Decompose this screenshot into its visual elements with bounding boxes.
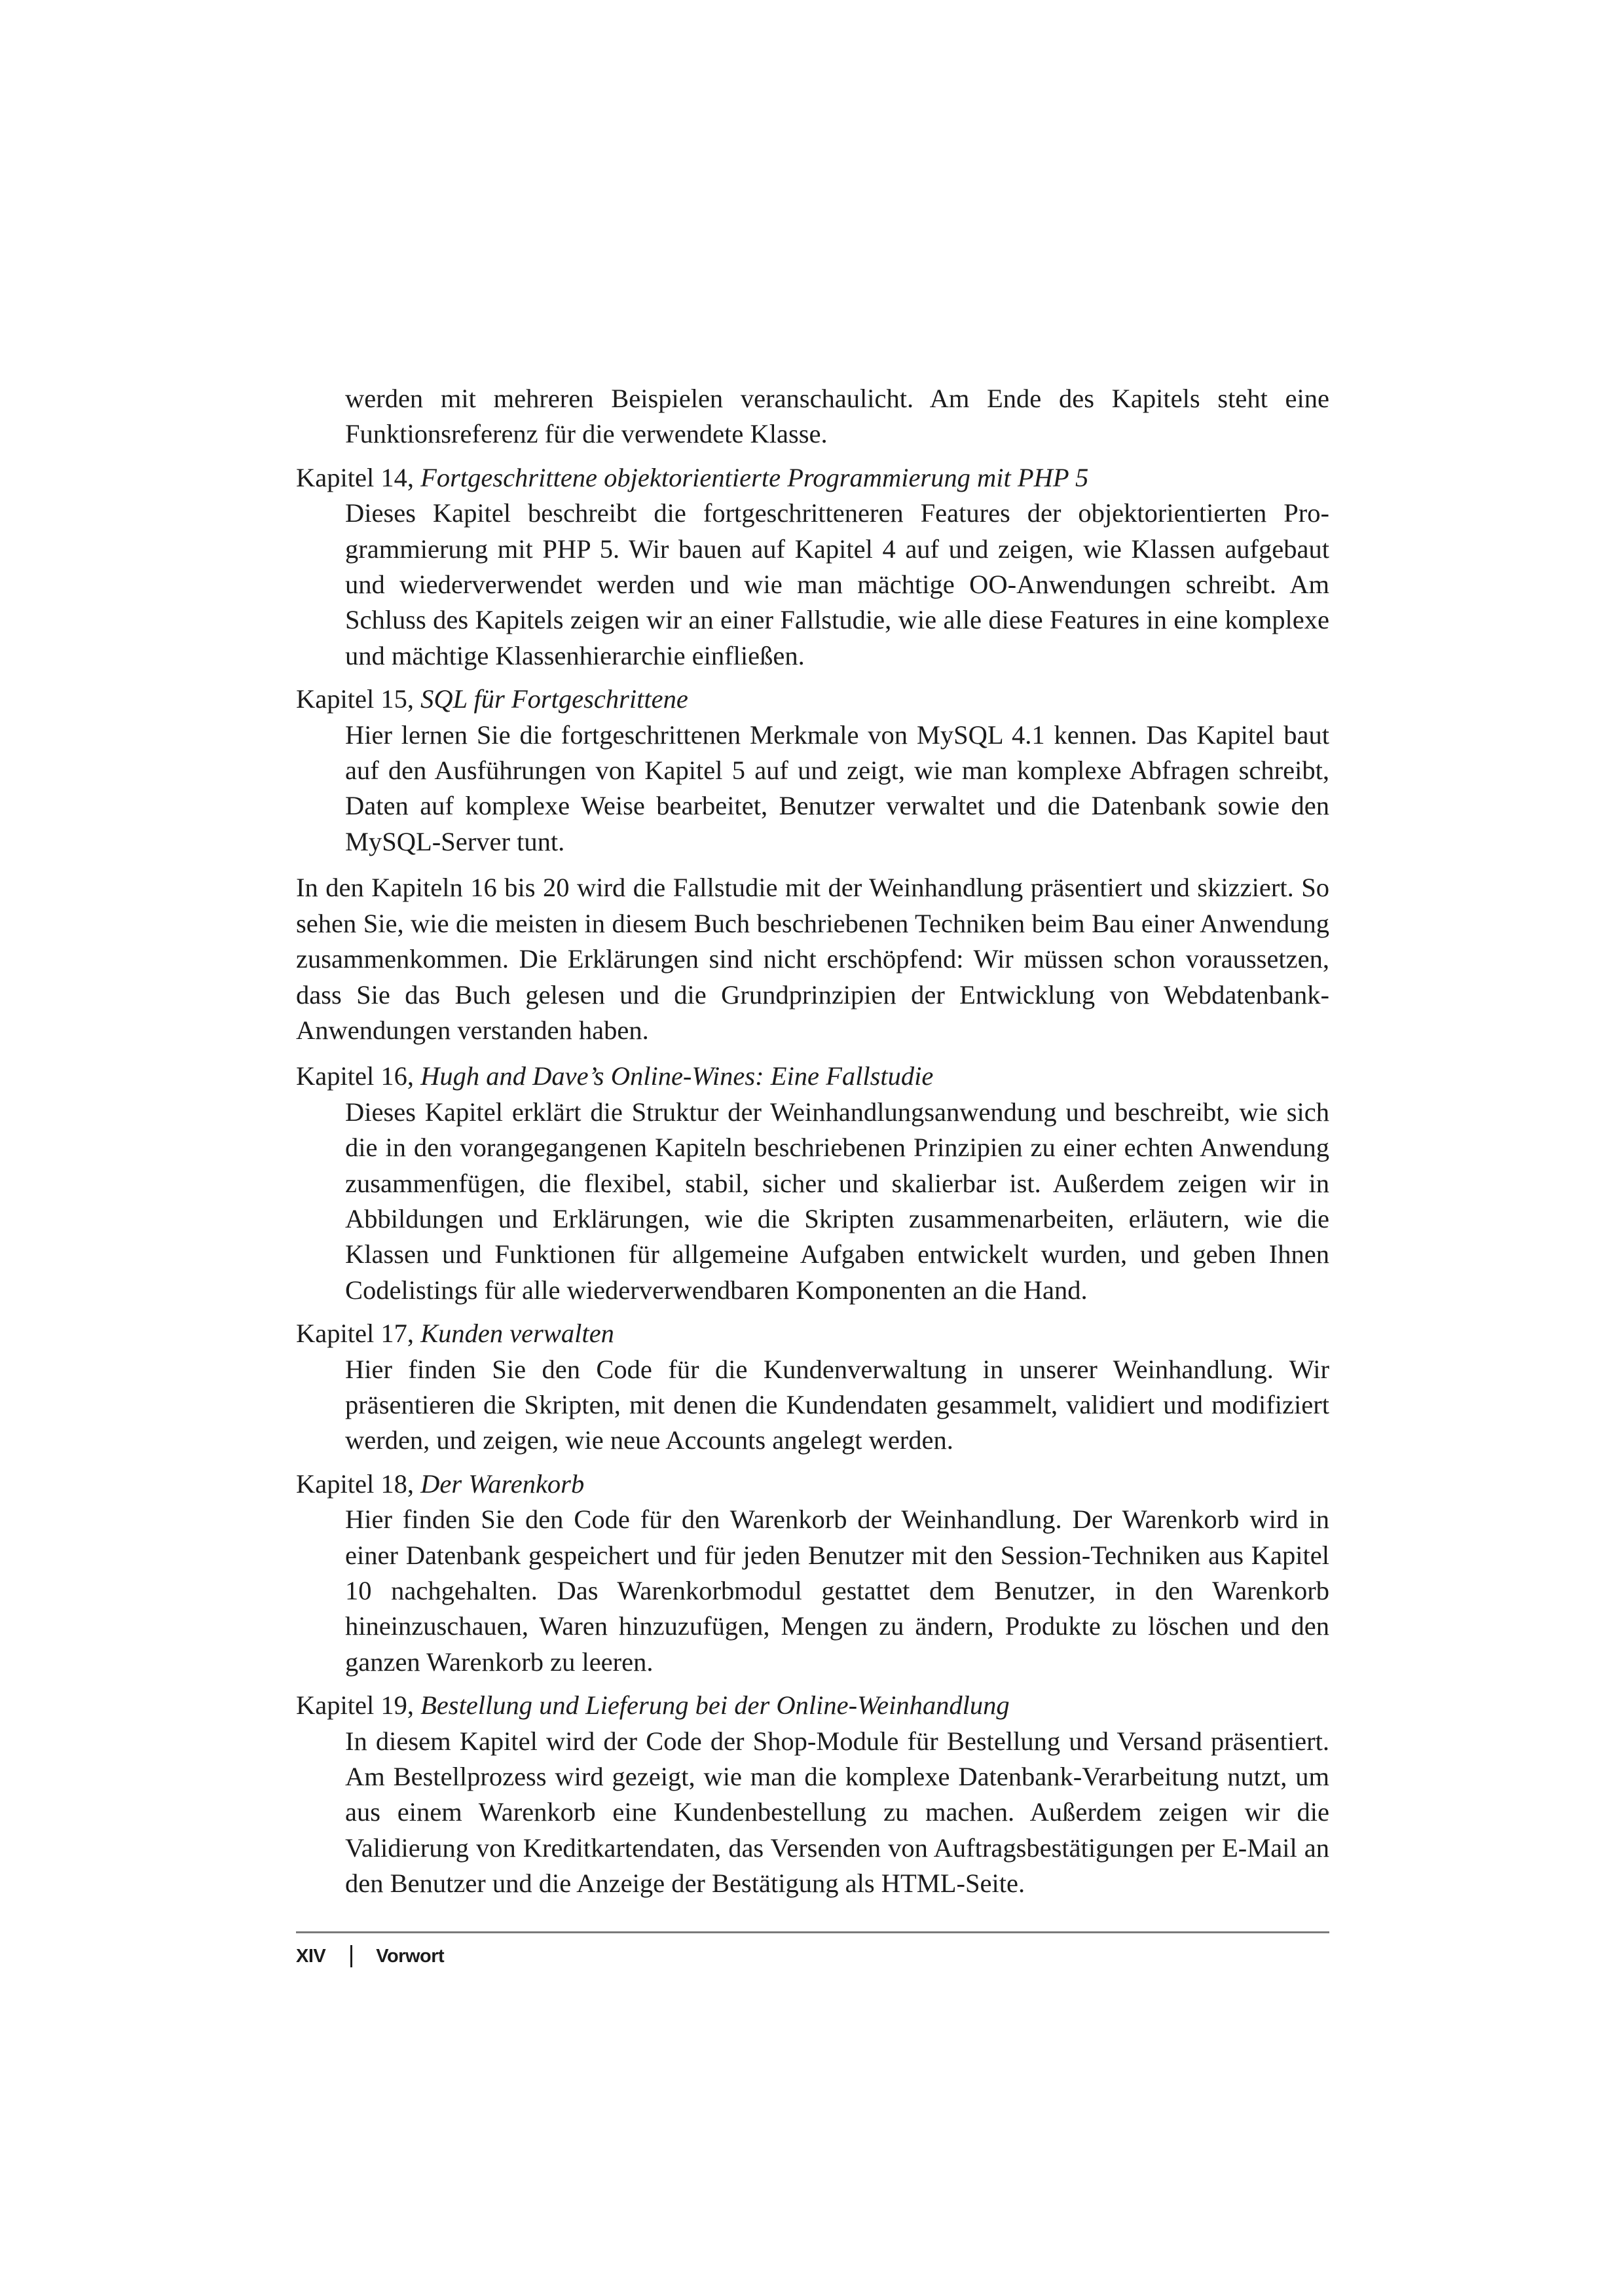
chapter-entry-16 <box>296 1059 1329 1308</box>
chapter-title: Der Warenkorb <box>420 1468 585 1499</box>
chapter-entry-17 <box>296 1316 1329 1459</box>
chapter-description: Dieses Kapitel beschreibt die fortgeschritteneren Features der objektorientierten Programmierung mit PHP 5. Wir bauen auf Kapitel 4 auf und zeigen, wie Klassen aufgebaut und wiederverwendet werden und wie man mächtige OO-Anwendungen schreibt. Am Schluss des Kapitels zeigen wir an einer Fallstudie, wie alle diese Features in eine komplexe und mächtige Klassenhierarchie einfließen. <box>345 498 1329 670</box>
footer-rule <box>296 1931 1329 1933</box>
chapter-number: Kapitel 16, <box>296 1061 421 1091</box>
chapter-title: Kunden verwalten <box>420 1319 614 1349</box>
chapter-number: Kapitel 17, <box>296 1319 421 1349</box>
chapter-entry-19 <box>296 1688 1329 1901</box>
chapter-title: Fortgeschrittene objektorientierte Programmierung mit PHP 5 <box>420 462 1089 492</box>
chapter-description: Dieses Kapitel erklärt die Struktur der Weinhandlungsanwendung und beschreibt, wie sich die in den vorangegangenen Kapiteln beschriebenen Prinzipien zu einer echten Anwendung zusammenfügen, die flexibel, stabil, sicher und skalierbar ist. Außerdem zeigen wir in Abbildungen und Erklärungen, wie die Skripten zusammenarbeiten, erläutern, wie die Klassen und Funktionen für allgemeine Aufgaben entwickelt wurden, und geben Ihnen Codelistings für alle wiederverwendbaren Komponenten an die Hand. <box>345 1097 1329 1305</box>
chapter-heading <box>296 460 1329 496</box>
page-number: XIV <box>296 1946 326 1967</box>
chapter-heading <box>296 1467 1329 1502</box>
page-body <box>296 381 1329 1902</box>
continuation-paragraph: werden mit mehreren Beispielen veranschaulicht. Am Ende des Kapitels steht eine Funktionsreferenz für die verwendete Klasse. <box>345 384 1329 449</box>
chapter-heading <box>296 1688 1329 1723</box>
chapter-description: Hier finden Sie den Code für die Kundenverwaltung in unserer Weinhandlung. Wir präsentieren die Skripten, mit denen die Kundendaten gesammelt, validiert und modifiziert werden, und zeigen, wie neue Accounts angelegt werden. <box>345 1354 1329 1455</box>
chapter-description: Hier lernen Sie die fortgeschrittenen Merkmale von MySQL 4.1 kennen. Das Kapitel baut auf den Ausführungen von Kapitel 5 auf und zeigt, wie man komplexe Abfragen schreibt, Daten auf komplexe Weise bearbeitet, Benutzer verwaltet und die Datenbank sowie den MySQL-Server tunt. <box>345 720 1329 856</box>
chapter-number: Kapitel 18, <box>296 1468 421 1499</box>
chapter-entry-18 <box>296 1467 1329 1680</box>
chapter-title: Hugh and Dave’s Online-Wines: Eine Fallstudie <box>420 1061 934 1091</box>
chapter-description: Hier finden Sie den Code für den Warenkorb der Weinhandlung. Der Warenkorb wird in einer Datenbank gespeichert und für jeden Benutzer mit den Session-Techniken aus Kapitel 10 nachgehalten. Das Warenkorbmodul gestattet dem Benutzer, in den Warenkorb hineinzuschauen, Waren hinzuzufügen, Mengen zu ändern, Produkte zu löschen und den ganzen Warenkorb zu leeren. <box>345 1504 1329 1677</box>
chapter-title: Bestellung und Lieferung bei der Online-Weinhandlung <box>420 1690 1010 1721</box>
intro-paragraph: In den Kapiteln 16 bis 20 wird die Fallstudie mit der Weinhandlung präsentiert und skizziert. So sehen Sie, wie die meisten in diesem Buch beschriebenen Techniken beim Bau einer Anwendung zusammenkommen. Die Erklärungen sind nicht erschöpfend: Wir müssen schon voraussetzen, dass Sie das Buch gelesen und die Grundprinzipien der Entwicklung von Webdatenbank-Anwendungen verstanden haben. <box>296 873 1329 1045</box>
chapter-title: SQL für Fortgeschrittene <box>420 684 688 714</box>
chapter-number: Kapitel 15, <box>296 684 421 714</box>
chapter-entry-14 <box>296 460 1329 674</box>
chapter-number: Kapitel 19, <box>296 1690 421 1721</box>
chapter-heading <box>296 1059 1329 1094</box>
chapter-heading <box>296 682 1329 717</box>
chapter-description: In diesem Kapitel wird der Code der Shop-Module für Bestellung und Versand präsentiert. Am Bestellprozess wird gezeigt, wie man die komplexe Datenbank-Verarbeitung nutzt, um aus einem Warenkorb eine Kundenbestellung zu machen. Außerdem zeigen wir die Validierung von Kreditkartendaten, das Versenden von Auftragsbestätigungen per E-Mail an den Benutzer und die Anzeige der Bestätigung als HTML-Seite. <box>345 1726 1329 1899</box>
footer-separator <box>350 1945 352 1967</box>
chapter-number: Kapitel 14, <box>296 462 421 492</box>
chapter-entry-15 <box>296 682 1329 860</box>
page-footer <box>296 1943 444 1969</box>
chapter-heading <box>296 1316 1329 1351</box>
section-name: Vorwort <box>376 1946 445 1967</box>
